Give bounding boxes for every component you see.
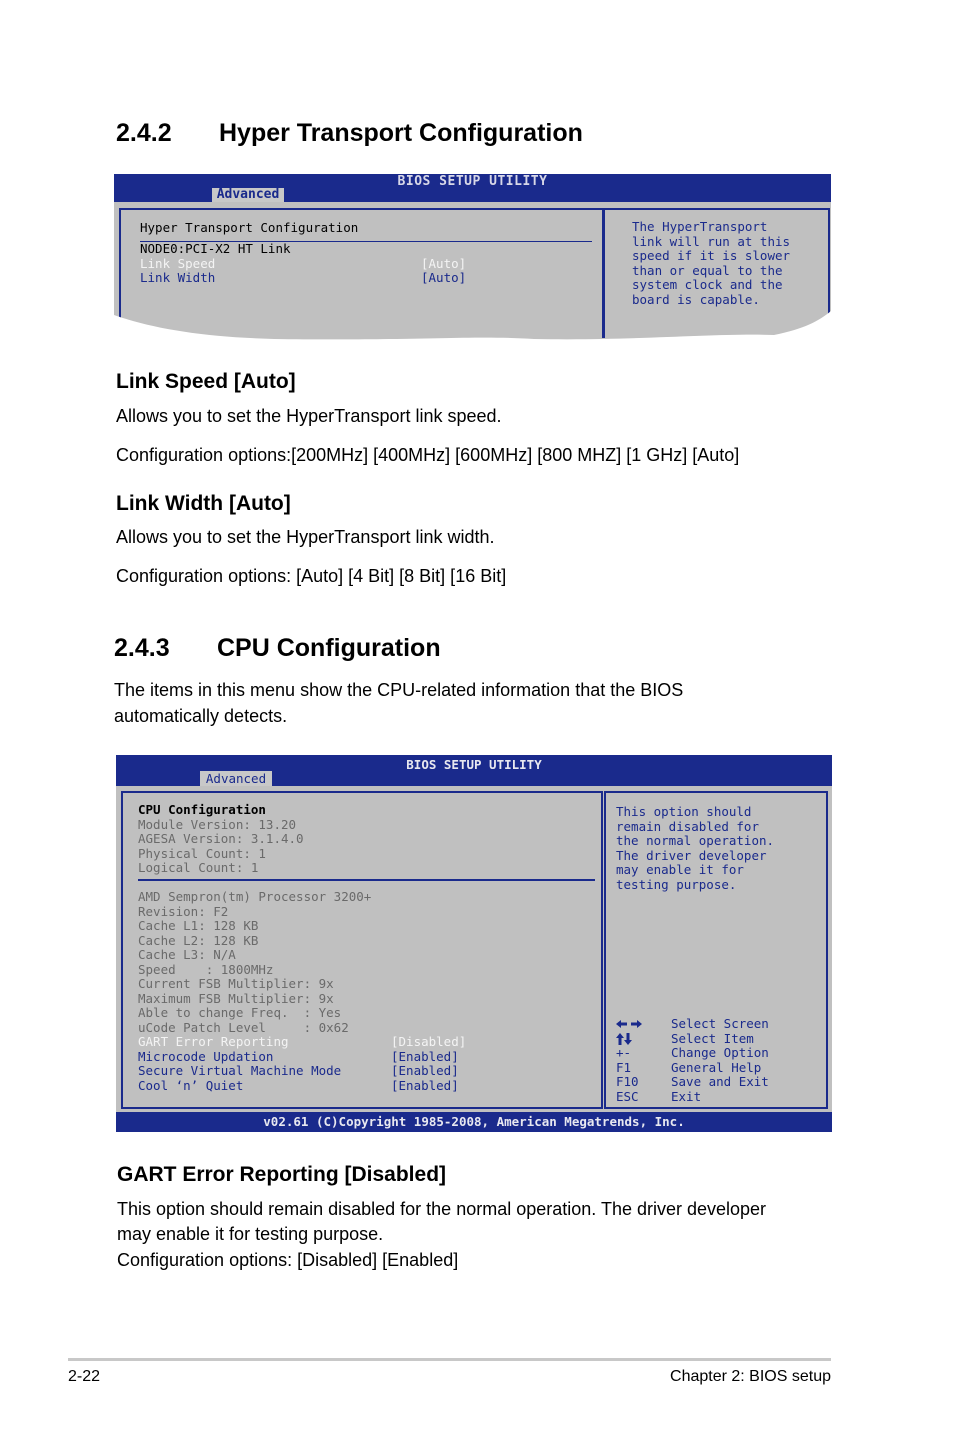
bios-menu-heading: CPU Configuration [138,802,266,817]
bios-item-value: [Enabled] [391,1077,459,1093]
tab-advanced[interactable]: Advanced [200,771,272,786]
key-action: Select Screen [671,1016,769,1031]
link-speed-heading: Link Speed [Auto] [116,370,296,393]
key-label: +- [616,1045,632,1060]
help-line: than or equal to the [632,262,783,278]
info-line: Cache L2: 128 KB [138,932,259,948]
bios-title: BIOS SETUP UTILITY [406,757,542,772]
bios-screenshot-cpu-configuration [116,755,832,1132]
bios-help-text [632,220,790,307]
bios-item-value: [Enabled] [391,1048,459,1064]
up-down-arrows-icon [616,1033,632,1045]
info-line: uCode Patch Level : 0x62 [138,1019,349,1035]
left-right-arrows-icon [616,1019,642,1029]
help-line: testing purpose. [616,876,737,892]
info-line: AMD Sempron(tm) Processor 3200+ [138,889,372,904]
bios-left-panel [121,791,603,1109]
bios-menu-heading: Hyper Transport Configuration [140,220,359,235]
divider [138,879,595,881]
bios-item-label: Secure Virtual Machine Mode [138,1063,342,1078]
bios-item-link-width-value[interactable]: [Auto] [421,270,467,285]
bios-help-panel [604,791,828,1109]
key-action: Select Item [671,1030,754,1046]
key-label: ESC [616,1088,639,1104]
bios-title: BIOS SETUP UTILITY [397,174,548,189]
bios-item-link-speed[interactable]: Link Speed [140,256,216,271]
link-speed-options: Configuration options:[200MHz] [400MHz] [600MHz] [800 MHZ] [1 GHz] [Auto] [116,445,740,465]
key-action: Save and Exit [671,1074,769,1089]
help-line: board is capable. [632,291,760,307]
gart-options: Configuration options: [Disabled] [Enabled] [117,1250,459,1270]
tab-advanced[interactable]: Advanced [212,188,284,202]
help-line: remain disabled for [616,818,759,834]
help-line: may enable it for [616,862,744,877]
bios-title-bar [116,755,832,786]
cpu-intro-line-2: automatically detects. [114,706,288,726]
gart-heading: GART Error Reporting [Disabled] [117,1163,447,1186]
info-line: Current FSB Multiplier: 9x [138,976,334,991]
info-line: Maximum FSB Multiplier: 9x [138,990,334,1006]
bios-copyright-footer: v02.61 (C)Copyright 1985-2008, American Megatrends, Inc. [116,1112,832,1132]
help-line: the normal operation. [616,833,775,848]
link-width-options: Configuration options: [Auto] [4 Bit] [8 Bit] [16 Bit] [116,566,507,586]
cpu-intro-line-1: The items in this menu show the CPU-related information that the BIOS [114,680,684,700]
info-line: Revision: F2 [138,903,229,919]
help-line: The HyperTransport [632,219,768,234]
help-line: This option should [616,804,752,819]
info-line: Speed : 1800MHz [138,961,274,977]
section-number: 2.4.2 [116,119,172,147]
bios-body [116,786,832,1112]
bios-item-label: GART Error Reporting [138,1034,289,1049]
bios-item-link-speed-value[interactable]: [Auto] [421,256,467,271]
bios-item-value: [Disabled] [391,1034,467,1049]
key-label: F1 [616,1059,632,1075]
torn-edge [114,309,831,341]
bios-body [114,202,831,340]
bios-help-text [616,805,774,892]
info-line: Cache L3: N/A [138,947,236,962]
bios-screenshot-hyper-transport [114,174,831,340]
chapter-label: Chapter 2: BIOS setup [670,1368,831,1385]
section-title: CPU Configuration [217,634,441,662]
page-number: 2-22 [68,1368,101,1385]
key-action: Exit [671,1088,702,1104]
link-width-description: Allows you to set the HyperTransport link width. [116,527,495,547]
info-line: Physical Count: 1 [138,845,266,861]
link-width-heading: Link Width [Auto] [116,492,291,515]
section-title: Hyper Transport Configuration [219,119,583,147]
info-line: Module Version: 13.20 [138,816,297,832]
bios-item-label: Microcode Updation [138,1048,274,1064]
bios-subheading: NODE0:PCI-X2 HT Link [140,241,291,256]
bios-item-value: [Enabled] [391,1063,459,1078]
section-heading-2-4-2 [116,119,583,148]
bios-item-label: Cool ‘n’ Quiet [138,1077,244,1093]
bios-item-link-width[interactable]: Link Width [140,270,216,285]
help-line: The driver developer [616,847,767,863]
bios-title-bar [114,174,831,202]
info-line: AGESA Version: 3.1.4.0 [138,831,304,846]
link-speed-description: Allows you to set the HyperTransport link speed. [116,406,502,426]
section-number: 2.4.3 [114,634,170,662]
gart-description-line-1: This option should remain disabled for the normal operation. The driver developer [117,1199,767,1219]
help-line: speed if it is slower [632,248,791,263]
info-line: Able to change Freq. : Yes [138,1005,342,1020]
key-action: General Help [671,1059,762,1075]
footer-rule [68,1358,831,1361]
processor-info-block [138,890,371,1035]
help-line: link will run at this [632,233,791,249]
gart-description-line-2: may enable it for testing purpose. [117,1224,384,1244]
cpu-info-block [138,803,304,876]
info-line: Logical Count: 1 [138,860,259,875]
info-line: Cache L1: 128 KB [138,918,259,933]
key-action: Change Option [671,1045,769,1060]
section-heading-2-4-3 [114,634,441,663]
help-line: system clock and the [632,277,783,292]
key-label: F10 [616,1074,639,1089]
